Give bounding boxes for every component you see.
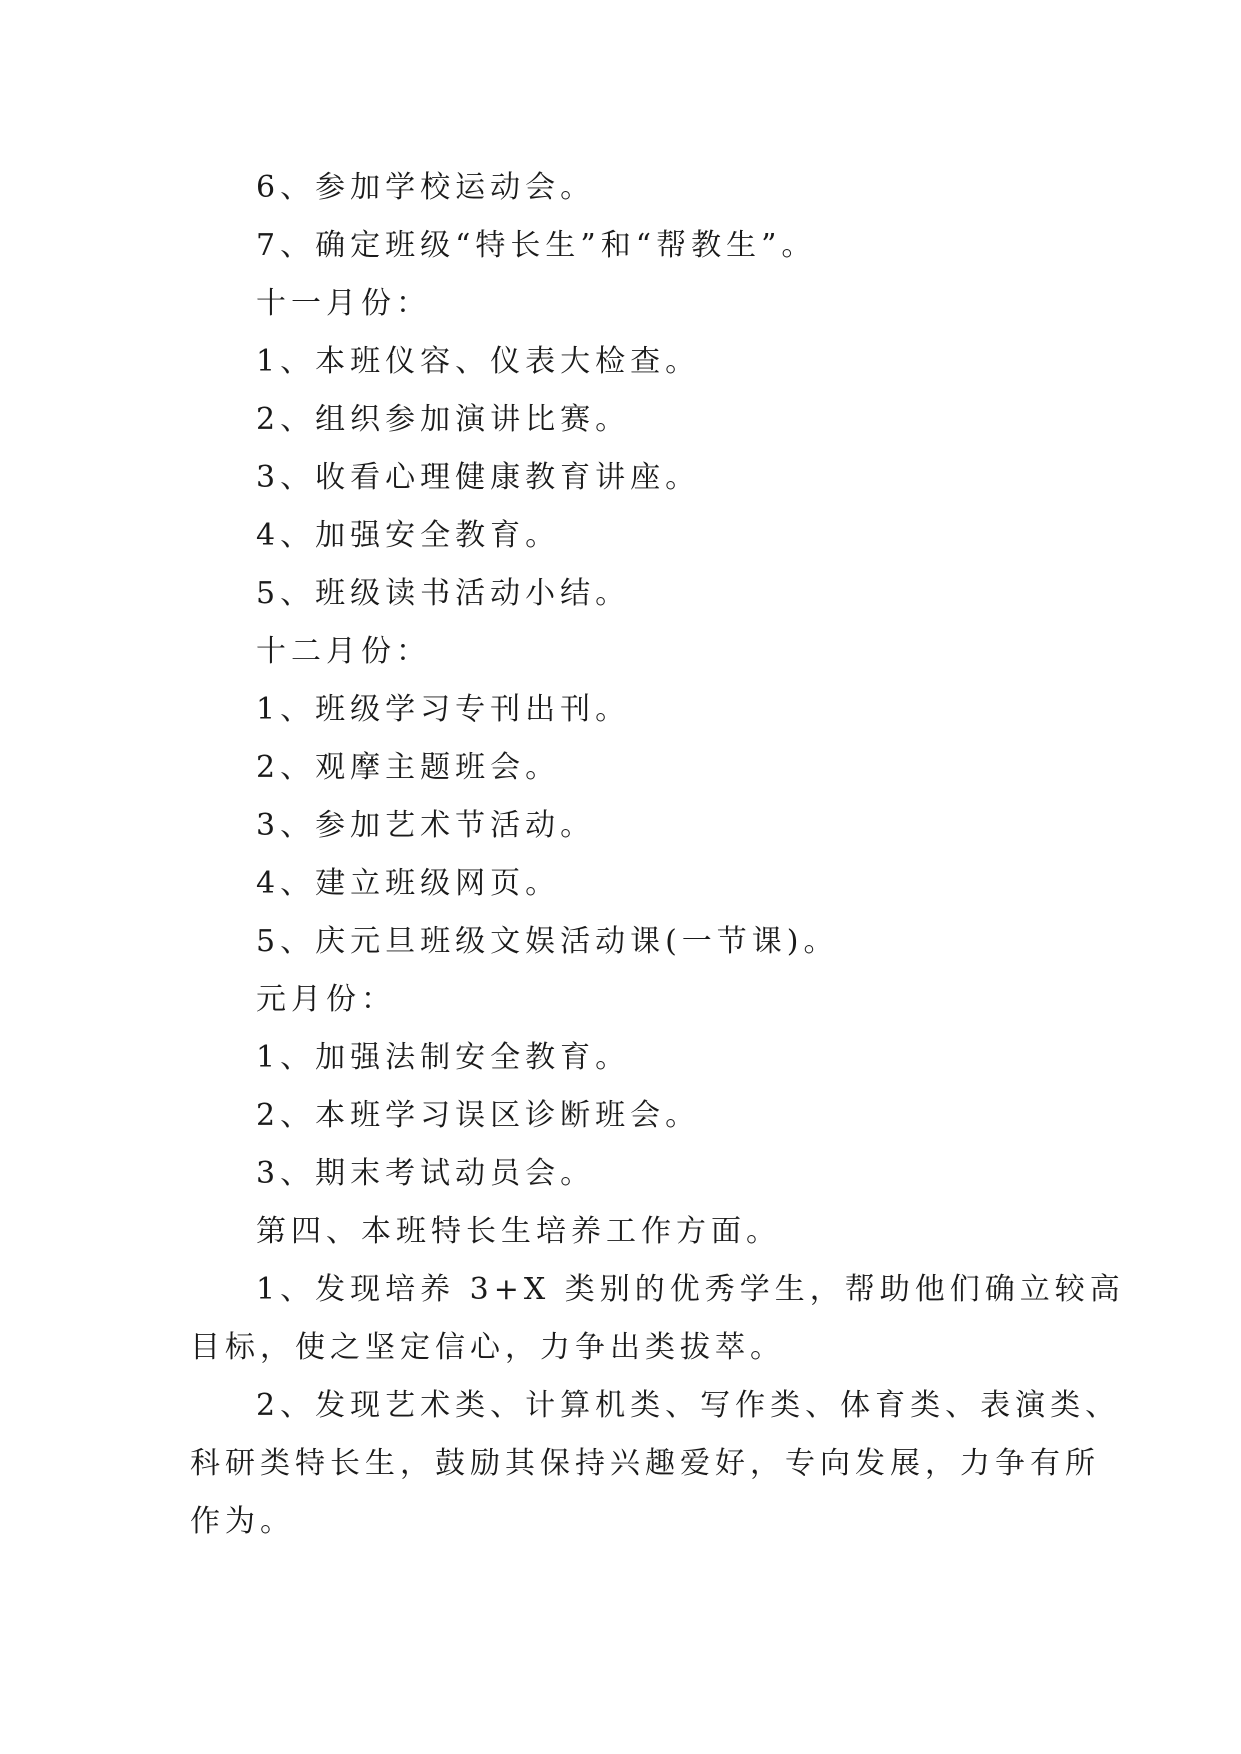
section-heading-december: 十二月份： — [256, 634, 431, 669]
list-item-reading-summary: 5、班级读书活动小结。 — [256, 576, 631, 611]
section-heading-part-four: 第四、本班特长生培养工作方面。 — [256, 1214, 781, 1249]
list-item-mental-health-lecture: 3、收看心理健康教育讲座。 — [256, 460, 701, 495]
paragraph-2-line-1: 2、发现艺术类、计算机类、写作类、体育类、表演类、 — [256, 1388, 1121, 1423]
list-item-sports-meet: 6、参加学校运动会。 — [256, 170, 596, 205]
list-item-appearance-check: 1、本班仪容、仪表大检查。 — [256, 344, 701, 379]
list-item-study-journal: 1、班级学习专刊出刊。 — [256, 692, 631, 727]
list-item-theme-class-meeting: 2、观摩主题班会。 — [256, 750, 561, 785]
section-heading-january: 元月份： — [256, 982, 396, 1017]
paragraph-1-line-1: 1、发现培养 3+X 类别的优秀学生，帮助他们确立较高 — [256, 1272, 1125, 1307]
section-heading-november: 十一月份： — [256, 286, 431, 321]
paragraph-1-line-2: 目标，使之坚定信心，力争出类拔萃。 — [190, 1330, 785, 1365]
list-item-art-festival: 3、参加艺术节活动。 — [256, 808, 596, 843]
list-item-special-students: 7、确定班级“特长生”和“帮教生”。 — [256, 228, 817, 263]
list-item-safety-education: 4、加强安全教育。 — [256, 518, 561, 553]
paragraph-2-line-3: 作为。 — [190, 1504, 295, 1539]
list-item-study-diagnosis-meeting: 2、本班学习误区诊断班会。 — [256, 1098, 701, 1133]
list-item-exam-mobilization: 3、期末考试动员会。 — [256, 1156, 596, 1191]
paragraph-2-line-2: 科研类特长生，鼓励其保持兴趣爱好，专向发展，力争有所 — [190, 1446, 1100, 1481]
list-item-new-year-activity: 5、庆元旦班级文娱活动课(一节课)。 — [256, 924, 839, 959]
list-item-speech-contest: 2、组织参加演讲比赛。 — [256, 402, 631, 437]
list-item-legal-safety-education: 1、加强法制安全教育。 — [256, 1040, 631, 1075]
list-item-class-webpage: 4、建立班级网页。 — [256, 866, 561, 901]
